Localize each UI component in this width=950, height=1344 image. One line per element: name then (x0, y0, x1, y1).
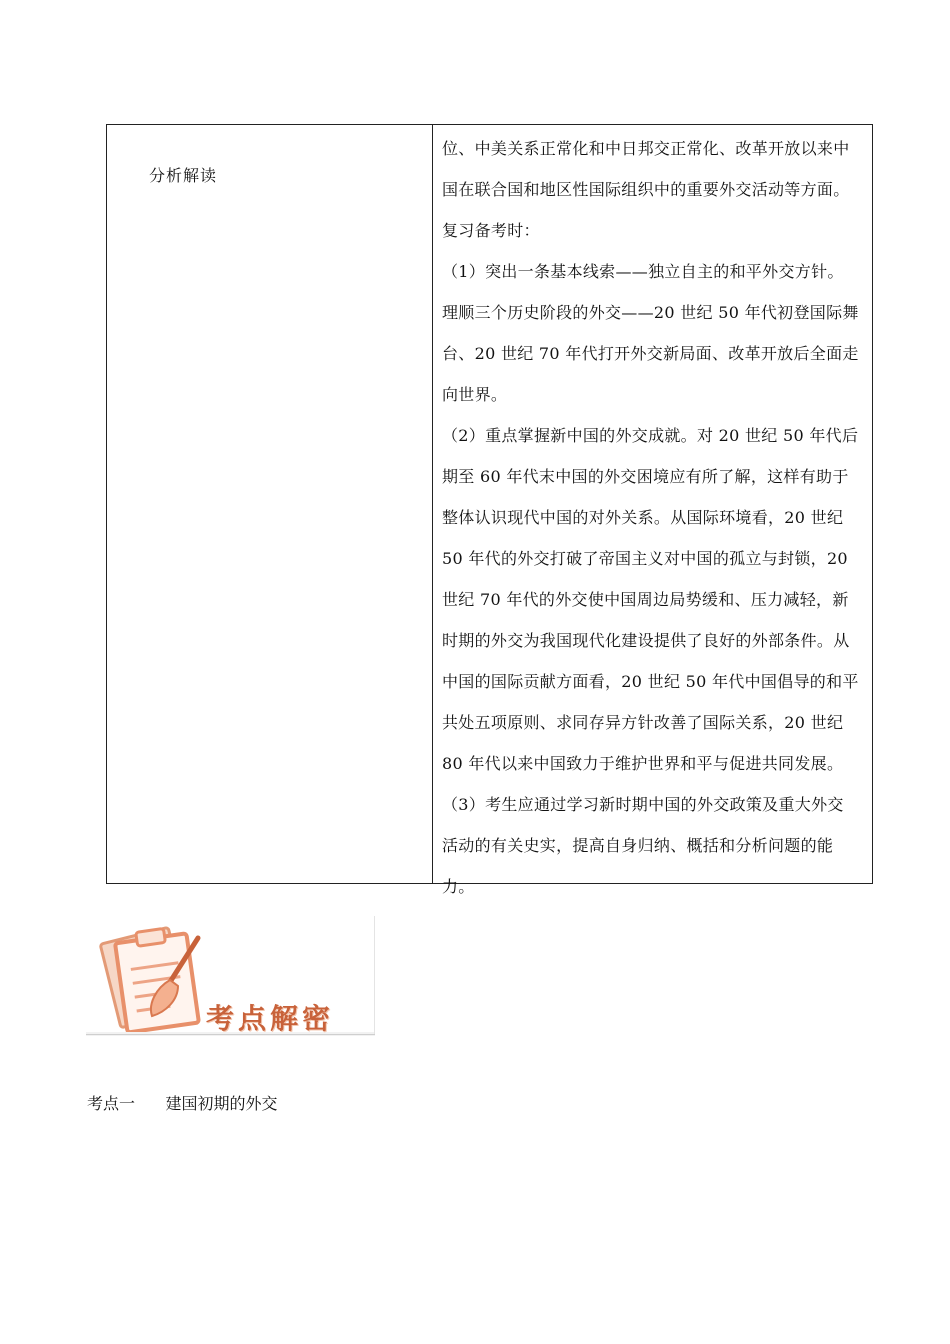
content-line: （2）重点掌握新中国的外交成就。对 20 世纪 50 年代后 (442, 426, 859, 445)
content-line: 时期的外交为我国现代化建设提供了良好的外部条件。从 (442, 631, 850, 650)
content-line: （3）考生应通过学习新时期中国的外交政策及重大外交 (442, 795, 844, 814)
content-line: 活动的有关史实，提高自身归纳、概括和分析问题的能 (442, 836, 834, 855)
content-line: 向世界。 (442, 385, 508, 404)
content-line: 中国的国际贡献方面看，20 世纪 50 年代中国倡导的和平 (442, 672, 859, 691)
analysis-table (106, 124, 873, 896)
content-line: 理顺三个历史阶段的外交——20 世纪 50 年代初登国际舞 (442, 303, 859, 322)
banner-title: 考点解密 (206, 1002, 335, 1035)
content-line: 世纪 70 年代的外交使中国周边局势缓和、压力减轻，新 (442, 590, 849, 609)
analysis-content (442, 128, 866, 907)
content-line: 台、20 世纪 70 年代打开外交新局面、改革开放后全面走 (442, 344, 859, 363)
banner-edge (374, 916, 375, 1035)
content-line: 50 年代的外交打破了帝国主义对中国的孤立与封锁，20 (442, 549, 848, 568)
content-line: 位、中美关系正常化和中日邦交正常化、改革开放以来中 (442, 139, 850, 158)
content-line: 80 年代以来中国致力于维护世界和平与促进共同发展。 (442, 754, 844, 773)
content-line: 力。 (442, 877, 475, 896)
content-line: 国在联合国和地区性国际组织中的重要外交活动等方面。 (442, 180, 850, 199)
content-line: 期至 60 年代末中国的外交困境应有所了解，这样有助于 (442, 467, 849, 486)
analysis-label: 分析解读 (149, 166, 218, 185)
content-line: 整体认识现代中国的对外关系。从国际环境看，20 世纪 (442, 508, 844, 527)
content-line: 复习备考时： (442, 221, 540, 240)
column-divider (432, 125, 433, 883)
section-heading: 考点一 建国初期的外交 (87, 1094, 278, 1113)
content-line: （1）突出一条基本线索——独立自主的和平外交方针。 (442, 262, 844, 281)
content-line: 共处五项原则、求同存异方针改善了国际关系，20 世纪 (442, 713, 844, 732)
